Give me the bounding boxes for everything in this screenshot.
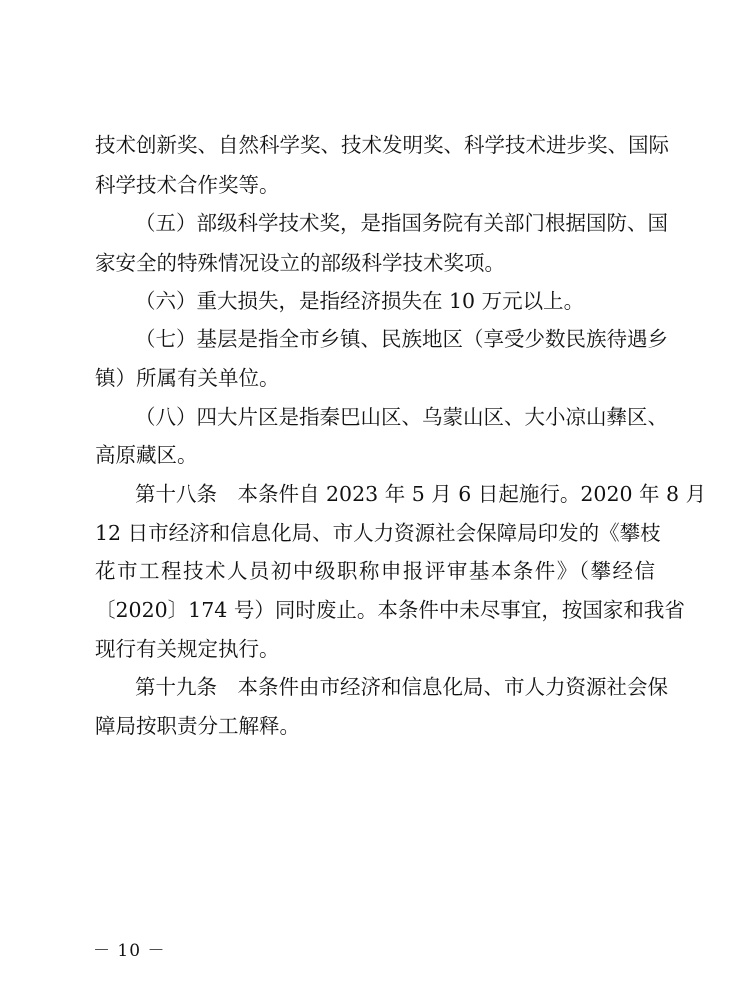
paragraph-line-5: （六）重大损失，是指经济损失在 10 万元以上。 <box>135 289 585 313</box>
paragraph-line-6: （七）基层是指全市乡镇、民族地区（享受少数民族待遇乡 <box>135 327 668 351</box>
article-18-line-5: 现行有关规定执行。 <box>95 637 280 661</box>
article-18-line-1: 第十八条 本条件自 2023 年 5 月 6 日起施行。2020 年 8 月 <box>135 482 707 506</box>
article-18-line-3: 花市工程技术人员初中级职称申报评审基本条件》（攀经信 <box>95 559 655 583</box>
paragraph-line-9: 高原藏区。 <box>95 443 198 467</box>
article-18-line-2: 12 日市经济和信息化局、市人力资源社会保障局印发的《攀枝 <box>95 521 661 545</box>
paragraph-line-3: （五）部级科学技术奖，是指国务院有关部门根据国防、国 <box>135 211 668 235</box>
paragraph-line-4: 家安全的特殊情况设立的部级科学技术奖项。 <box>95 251 505 275</box>
paragraph-line-1: 技术创新奖、自然科学奖、技术发明奖、科学技术进步奖、国际 <box>95 133 669 157</box>
page-number: － 10 － <box>93 941 166 961</box>
article-18-line-4: 〔2020〕174 号）同时废止。本条件中未尽事宜，按国家和我省 <box>95 598 685 622</box>
paragraph-line-2: 科学技术合作奖等。 <box>95 173 280 197</box>
article-19-line-2: 障局按职责分工解释。 <box>95 714 300 738</box>
paragraph-line-8: （八）四大片区是指秦巴山区、乌蒙山区、大小凉山彝区、 <box>135 405 668 429</box>
article-19-line-1: 第十九条 本条件由市经济和信息化局、市人力资源社会保 <box>135 675 668 699</box>
paragraph-line-7: 镇）所属有关单位。 <box>95 366 280 390</box>
